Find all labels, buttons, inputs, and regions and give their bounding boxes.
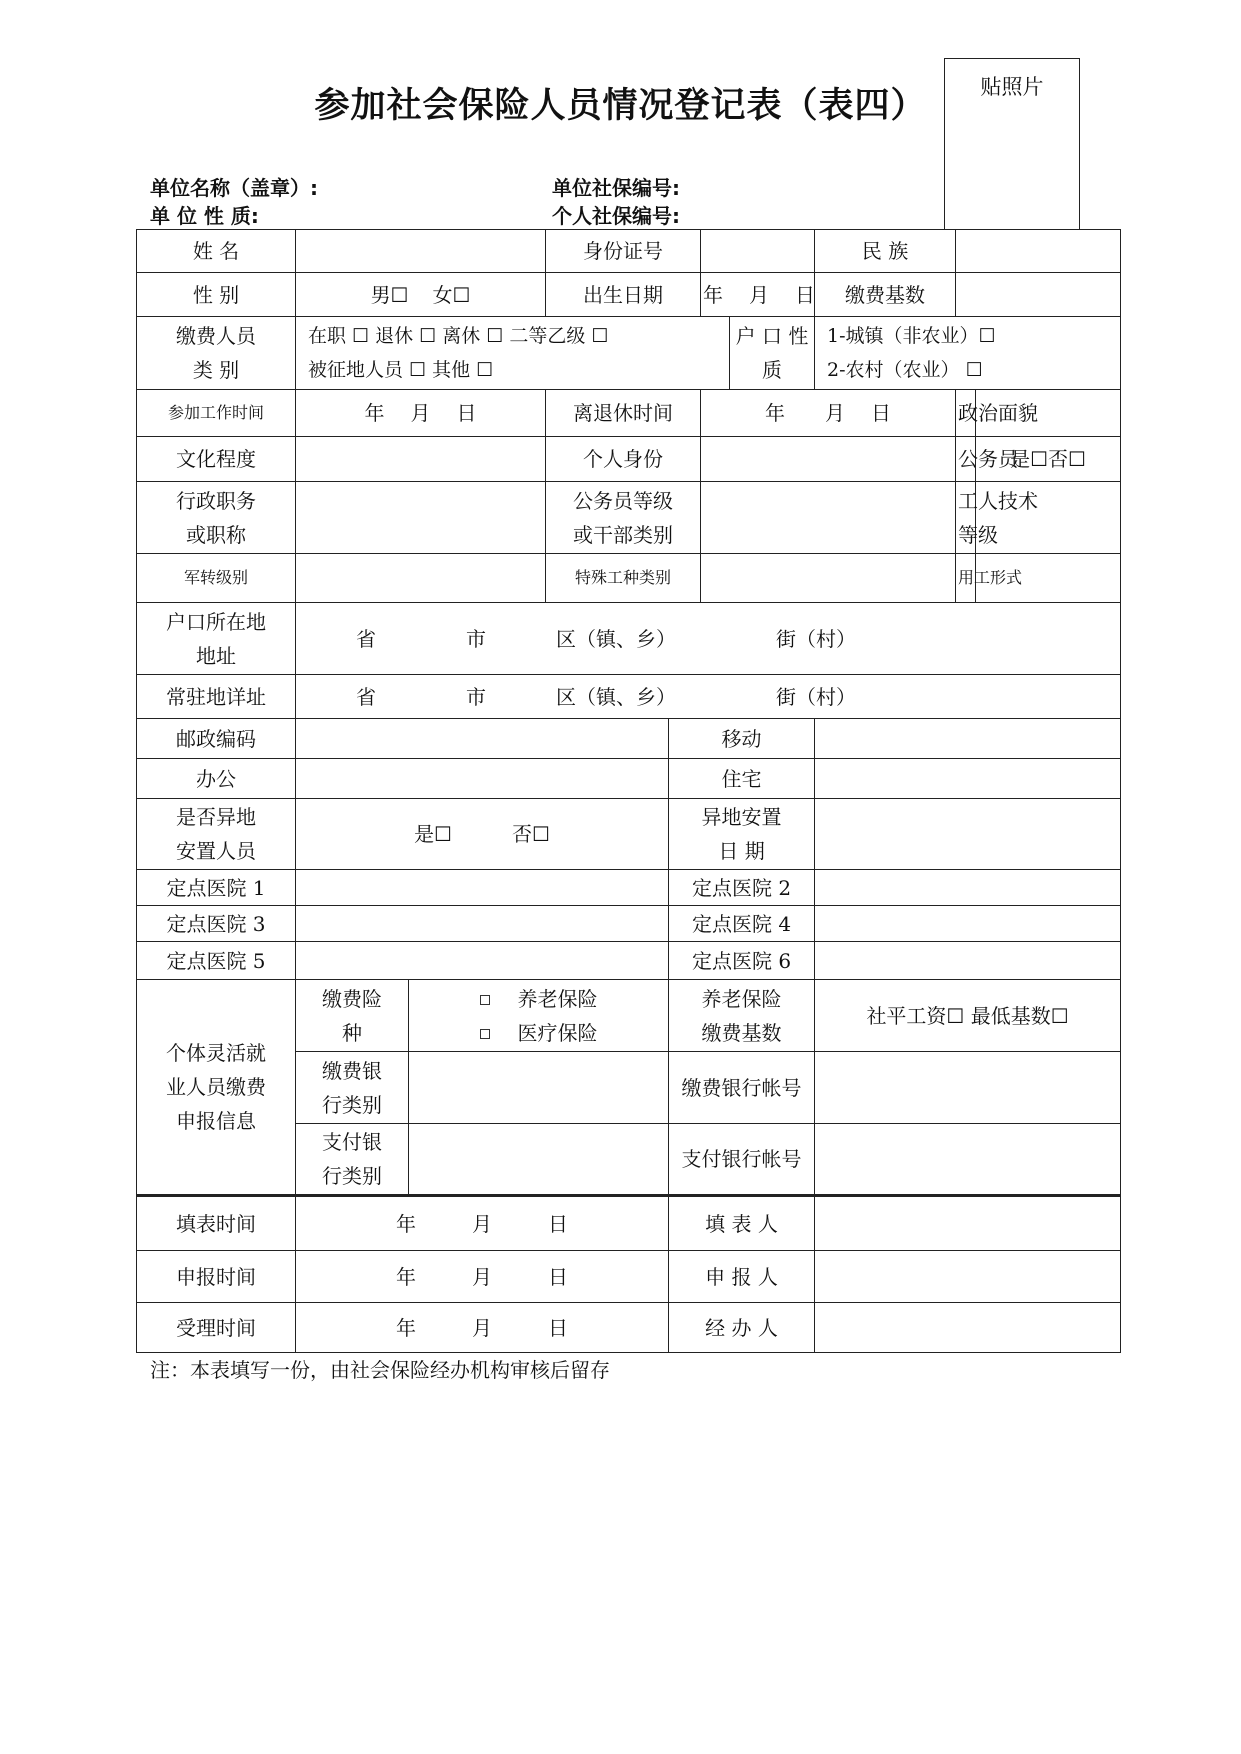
female-checkbox[interactable]: 女☐ bbox=[432, 282, 471, 307]
personal-ss-number-label: 个人社保编号: bbox=[552, 204, 680, 228]
pension-base-line2: 缴费基数 bbox=[701, 1020, 782, 1045]
table-row bbox=[137, 437, 1121, 482]
retire-time-field[interactable] bbox=[701, 390, 956, 437]
id-number-field[interactable] bbox=[701, 230, 815, 273]
day-label: 日 bbox=[548, 1211, 568, 1236]
hospital-2-label: 定点医院 2 bbox=[669, 870, 815, 906]
hospital-6-field[interactable] bbox=[815, 942, 1121, 980]
relocation-date-field[interactable] bbox=[815, 799, 1121, 870]
admin-post-line1: 行政职务 bbox=[176, 488, 256, 513]
disbursement-account-label: 支付银行帐号 bbox=[669, 1124, 815, 1196]
cs-grade-label bbox=[546, 482, 701, 554]
contribution-base-label: 缴费基数 bbox=[815, 273, 956, 317]
birth-date-label: 出生日期 bbox=[546, 273, 701, 317]
payer-type-label-line2: 类 别 bbox=[192, 358, 240, 382]
insurance-type-label bbox=[296, 980, 409, 1052]
month-label: 月 bbox=[410, 401, 431, 425]
hospital-4-label: 定点医院 4 bbox=[669, 906, 815, 942]
payer-type-label-line1: 缴费人员 bbox=[176, 324, 256, 348]
street-label: 街（村） bbox=[776, 684, 856, 709]
year-label: 年 bbox=[703, 282, 724, 307]
city-label: 市 bbox=[466, 626, 486, 651]
province-label: 省 bbox=[356, 626, 376, 651]
insurance-type-line2: 种 bbox=[342, 1020, 362, 1045]
pension-checkbox[interactable] bbox=[480, 995, 490, 1005]
postcode-field[interactable] bbox=[296, 719, 669, 759]
pension-base-label bbox=[669, 980, 815, 1052]
district-label: 区（镇、乡） bbox=[556, 684, 676, 709]
hospital-1-field[interactable] bbox=[296, 870, 669, 906]
table-row bbox=[137, 942, 1121, 980]
gender-options[interactable] bbox=[296, 273, 546, 317]
medical-checkbox[interactable] bbox=[480, 1029, 490, 1039]
province-label: 省 bbox=[356, 684, 376, 709]
hospital-6-label: 定点医院 6 bbox=[669, 942, 815, 980]
month-label: 月 bbox=[472, 1264, 492, 1289]
hukou-address-line1: 户口所在地 bbox=[166, 609, 266, 634]
education-label: 文化程度 bbox=[137, 437, 296, 482]
fill-time-field[interactable] bbox=[296, 1196, 669, 1251]
hospital-3-label: 定点医院 3 bbox=[137, 906, 296, 942]
admin-post-line2: 或职称 bbox=[186, 522, 246, 547]
relocated-yes-checkbox[interactable]: 是☐ bbox=[414, 822, 452, 846]
pay-bank-line1: 缴费银 bbox=[322, 1058, 382, 1083]
declarer-label: 申 报 人 bbox=[669, 1251, 815, 1303]
contribution-base-field[interactable] bbox=[956, 273, 1121, 317]
pay-bank-line2: 行类别 bbox=[322, 1092, 382, 1117]
flexible-employment-label bbox=[137, 980, 296, 1196]
table-row bbox=[137, 317, 1121, 390]
table-row bbox=[137, 759, 1121, 799]
relocation-date-label bbox=[669, 799, 815, 870]
fill-time-label: 填表时间 bbox=[137, 1196, 296, 1251]
employment-form-label: 用工形式 bbox=[956, 554, 976, 603]
unit-name-label: 单位名称（盖章）: bbox=[150, 176, 318, 200]
accept-time-field[interactable] bbox=[296, 1303, 669, 1353]
payer-options-line1[interactable]: 在职 ☐ 退休 ☐ 离休 ☐ 二等乙级 ☐ bbox=[308, 325, 609, 347]
filler-field[interactable] bbox=[815, 1196, 1121, 1251]
declare-time-field[interactable] bbox=[296, 1251, 669, 1303]
worker-skill-label bbox=[956, 482, 1039, 554]
table-row bbox=[137, 603, 1121, 675]
declare-time-label: 申报时间 bbox=[137, 1251, 296, 1303]
medical-option[interactable] bbox=[411, 1016, 666, 1050]
mobile-field[interactable] bbox=[815, 719, 1121, 759]
table-row bbox=[137, 906, 1121, 942]
pay-bank-label bbox=[296, 1052, 409, 1124]
political-label: 政治面貌 bbox=[956, 390, 976, 437]
mobile-label: 移动 bbox=[669, 719, 815, 759]
payer-options-line2[interactable]: 被征地人员 ☐ 其他 ☐ bbox=[308, 359, 494, 381]
hukou-nature-options[interactable] bbox=[815, 317, 1121, 390]
table-row bbox=[137, 799, 1121, 870]
relocation-date-line2: 日 期 bbox=[718, 839, 765, 863]
year-label: 年 bbox=[396, 1315, 416, 1340]
table-row bbox=[137, 554, 1121, 603]
pension-option[interactable] bbox=[411, 982, 666, 1016]
admin-post-field[interactable] bbox=[296, 482, 546, 554]
relocated-line1: 是否异地 bbox=[176, 805, 256, 829]
pay-bank-field[interactable] bbox=[409, 1052, 669, 1124]
hukou-nature-line1: 户 口 性 bbox=[735, 324, 809, 348]
birth-date-field[interactable] bbox=[701, 273, 815, 317]
table-row bbox=[137, 980, 1121, 1052]
hukou-address-line2: 地址 bbox=[196, 643, 236, 668]
disbursement-account-field[interactable] bbox=[815, 1124, 1121, 1196]
hospital-1-label: 定点医院 1 bbox=[137, 870, 296, 906]
military-rank-field[interactable] bbox=[296, 554, 546, 603]
relocated-label bbox=[137, 799, 296, 870]
form-title: 参加社会保险人员情况登记表（表四） bbox=[314, 86, 927, 126]
work-start-label: 参加工作时间 bbox=[137, 390, 296, 437]
relocation-date-line1: 异地安置 bbox=[701, 805, 782, 829]
photo-label: 贴照片 bbox=[980, 75, 1044, 99]
cs-grade-line1: 公务员等级 bbox=[573, 488, 673, 513]
photo-box[interactable] bbox=[944, 58, 1080, 230]
pension-base-options[interactable]: 社平工资☐ 最低基数☐ bbox=[815, 980, 1121, 1052]
pension-label: 养老保险 bbox=[517, 986, 598, 1011]
ethnicity-label: 民 族 bbox=[815, 230, 956, 273]
education-field[interactable] bbox=[296, 437, 546, 482]
residence-address-label: 常驻地详址 bbox=[137, 675, 296, 719]
admin-post-label bbox=[137, 482, 296, 554]
pay-account-field[interactable] bbox=[815, 1052, 1121, 1124]
military-rank-label: 军转级别 bbox=[137, 554, 296, 603]
hukou-nature-label bbox=[730, 317, 815, 390]
city-label: 市 bbox=[466, 684, 486, 709]
home-phone-label: 住宅 bbox=[669, 759, 815, 799]
pay-account-label: 缴费银行帐号 bbox=[669, 1052, 815, 1124]
work-start-field[interactable] bbox=[296, 390, 546, 437]
insurance-type-options[interactable] bbox=[409, 980, 669, 1052]
home-phone-field[interactable] bbox=[815, 759, 1121, 799]
pension-base-line1: 养老保险 bbox=[701, 986, 782, 1011]
district-label: 区（镇、乡） bbox=[556, 626, 676, 651]
personal-status-label: 个人身份 bbox=[546, 437, 701, 482]
street-label: 街（村） bbox=[776, 626, 856, 651]
year-label: 年 bbox=[396, 1211, 416, 1236]
office-phone-field[interactable] bbox=[296, 759, 669, 799]
table-row bbox=[137, 1251, 1121, 1303]
relocated-no-checkbox[interactable]: 否☐ bbox=[512, 822, 550, 846]
urban-checkbox[interactable]: 1-城镇（非农业）☐ bbox=[827, 325, 996, 347]
accept-time-label: 受理时间 bbox=[137, 1303, 296, 1353]
table-row bbox=[137, 870, 1121, 906]
name-label: 姓 名 bbox=[137, 230, 296, 273]
personal-status-field[interactable] bbox=[701, 437, 956, 482]
relocated-line2: 安置人员 bbox=[176, 839, 256, 863]
hospital-5-label: 定点医院 5 bbox=[137, 942, 296, 980]
special-job-field[interactable] bbox=[701, 554, 956, 603]
male-checkbox[interactable]: 男☐ bbox=[370, 282, 409, 307]
day-label: 日 bbox=[548, 1264, 568, 1289]
handler-field[interactable] bbox=[815, 1303, 1121, 1353]
table-row bbox=[137, 273, 1121, 317]
worker-skill-line1: 工人技术 bbox=[958, 488, 1039, 513]
table-row bbox=[137, 1303, 1121, 1353]
unit-nature-label: 单 位 性 质: bbox=[150, 204, 259, 228]
insurance-type-line1: 缴费险 bbox=[322, 986, 382, 1011]
ethnicity-field[interactable] bbox=[956, 230, 1121, 273]
table-row bbox=[137, 482, 1121, 554]
hospital-3-field[interactable] bbox=[296, 906, 669, 942]
table-row bbox=[137, 390, 1121, 437]
year-label: 年 bbox=[364, 401, 385, 425]
cs-grade-line2: 或干部类别 bbox=[573, 522, 673, 547]
special-job-label: 特殊工种类别 bbox=[546, 554, 701, 603]
postcode-label: 邮政编码 bbox=[137, 719, 296, 759]
disbursement-bank-line2: 行类别 bbox=[322, 1164, 382, 1188]
day-label: 日 bbox=[548, 1315, 568, 1340]
table-row bbox=[137, 230, 1121, 273]
disbursement-bank-label bbox=[296, 1124, 409, 1196]
flex-line3: 申报信息 bbox=[176, 1109, 256, 1133]
worker-skill-line2: 等级 bbox=[958, 522, 999, 547]
month-label: 月 bbox=[472, 1211, 492, 1236]
hukou-address-field[interactable] bbox=[296, 603, 1121, 675]
table-row bbox=[137, 719, 1121, 759]
medical-label: 医疗保险 bbox=[517, 1020, 598, 1045]
day-label: 日 bbox=[871, 401, 892, 425]
civil-servant-label: 公务员 bbox=[956, 437, 976, 482]
day-label: 日 bbox=[795, 282, 816, 307]
hospital-4-field[interactable] bbox=[815, 906, 1121, 942]
year-label: 年 bbox=[765, 401, 786, 425]
cs-grade-field[interactable] bbox=[701, 482, 956, 554]
declarer-field[interactable] bbox=[815, 1251, 1121, 1303]
table-row bbox=[137, 1196, 1121, 1251]
registration-form-table bbox=[136, 229, 1121, 1353]
year-label: 年 bbox=[396, 1264, 416, 1289]
flex-line1: 个体灵活就 bbox=[166, 1041, 266, 1065]
month-label: 月 bbox=[472, 1315, 492, 1340]
month-label: 月 bbox=[825, 401, 846, 425]
rural-checkbox[interactable]: 2-农村（农业） ☐ bbox=[827, 359, 983, 381]
table-row bbox=[137, 675, 1121, 719]
name-field[interactable] bbox=[296, 230, 546, 273]
disbursement-bank-field[interactable] bbox=[409, 1124, 669, 1196]
payer-type-label bbox=[137, 317, 296, 390]
handler-label: 经 办 人 bbox=[669, 1303, 815, 1353]
month-label: 月 bbox=[749, 282, 770, 307]
hukou-address-label bbox=[137, 603, 296, 675]
civil-servant-options[interactable]: 是☐否☐ bbox=[976, 437, 1121, 482]
day-label: 日 bbox=[456, 401, 477, 425]
relocated-options[interactable] bbox=[296, 799, 669, 870]
residence-address-field[interactable] bbox=[296, 675, 1121, 719]
id-number-label: 身份证号 bbox=[546, 230, 701, 273]
hospital-5-field[interactable] bbox=[296, 942, 669, 980]
footnote: 注：本表填写一份，由社会保险经办机构审核后留存 bbox=[150, 1358, 610, 1382]
disbursement-bank-line1: 支付银 bbox=[322, 1130, 382, 1154]
hospital-2-field[interactable] bbox=[815, 870, 1121, 906]
flex-line2: 业人员缴费 bbox=[166, 1075, 266, 1099]
retire-time-label: 离退休时间 bbox=[546, 390, 701, 437]
unit-ss-number-label: 单位社保编号: bbox=[552, 176, 680, 200]
filler-label: 填 表 人 bbox=[669, 1196, 815, 1251]
hukou-nature-line2: 质 bbox=[762, 358, 783, 382]
office-phone-label: 办公 bbox=[137, 759, 296, 799]
payer-type-options[interactable] bbox=[296, 317, 730, 390]
gender-label: 性 别 bbox=[137, 273, 296, 317]
